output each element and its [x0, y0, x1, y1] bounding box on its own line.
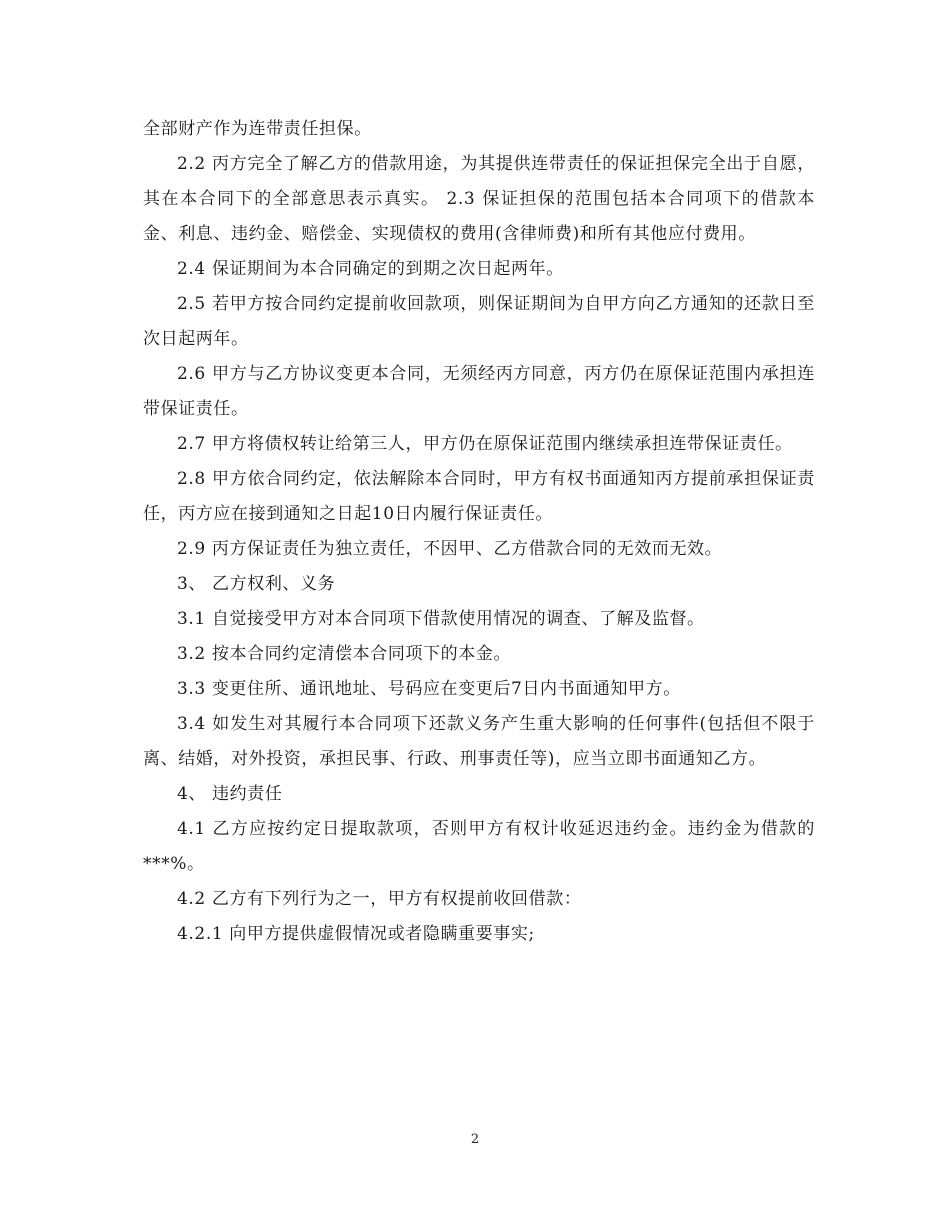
clause-2-2-2-3: 2.2 丙方完全了解乙方的借款用途，为其提供连带责任的保证担保完全出于自愿，其在本合同下的全部意思表示真实。 2.3 保证担保的范围包括本合同项下的借款本金、利息、违约金、赔偿金、实现债权的费用(含律师费)和所有其他应付费用。 [143, 154, 815, 244]
clause-3-1: 3.1 自觉接受甲方对本合同项下借款使用情况的调查、了解及监督。 [177, 609, 705, 629]
document-body [143, 112, 815, 952]
clause-2-9: 2.9 丙方保证责任为独立责任，不因甲、乙方借款合同的无效而无效。 [177, 539, 723, 559]
clause-3-4: 3.4 如发生对其履行本合同项下还款义务产生重大影响的任何事件(包括但不限于离、结婚，对外投资，承担民事、行政、刑事责任等)，应当立即书面通知乙方。 [143, 714, 815, 769]
section-3-heading: 3、 乙方权利、义务 [177, 574, 336, 594]
page-number: 2 [470, 1132, 480, 1147]
clause-3-3: 3.3 变更住所、通讯地址、号码应在变更后7日内书面通知甲方。 [177, 679, 681, 699]
clause-4-1: 4.1 乙方应按约定日提取款项，否则甲方有权计收延迟违约金。违约金为借款的***%。 [143, 819, 815, 874]
clause-2-5: 2.5 若甲方按合同约定提前收回款项，则保证期间为自甲方向乙方通知的还款日至次日起两年。 [143, 294, 815, 349]
clause-2-8: 2.8 甲方依合同约定，依法解除本合同时，甲方有权书面通知丙方提前承担保证责任，丙方应在接到通知之日起10日内履行保证责任。 [143, 469, 815, 524]
clause-3-2: 3.2 按本合同约定清偿本合同项下的本金。 [177, 644, 512, 664]
paragraph-continuation: 全部财产作为连带责任担保。 [143, 119, 372, 139]
clause-2-7: 2.7 甲方将债权转让给第三人，甲方仍在原保证范围内继续承担连带保证责任。 [177, 434, 793, 454]
clause-2-4: 2.4 保证期间为本合同确定的到期之次日起两年。 [177, 259, 564, 279]
clause-4-2-1: 4.2.1 向甲方提供虚假情况或者隐瞒重要事实; [177, 924, 535, 944]
clause-4-2: 4.2 乙方有下列行为之一，甲方有权提前收回借款： [177, 889, 582, 909]
section-4-heading: 4、 违约责任 [177, 784, 283, 804]
clause-2-6: 2.6 甲方与乙方协议变更本合同，无须经丙方同意，丙方仍在原保证范围内承担连带保证责任。 [143, 364, 815, 419]
